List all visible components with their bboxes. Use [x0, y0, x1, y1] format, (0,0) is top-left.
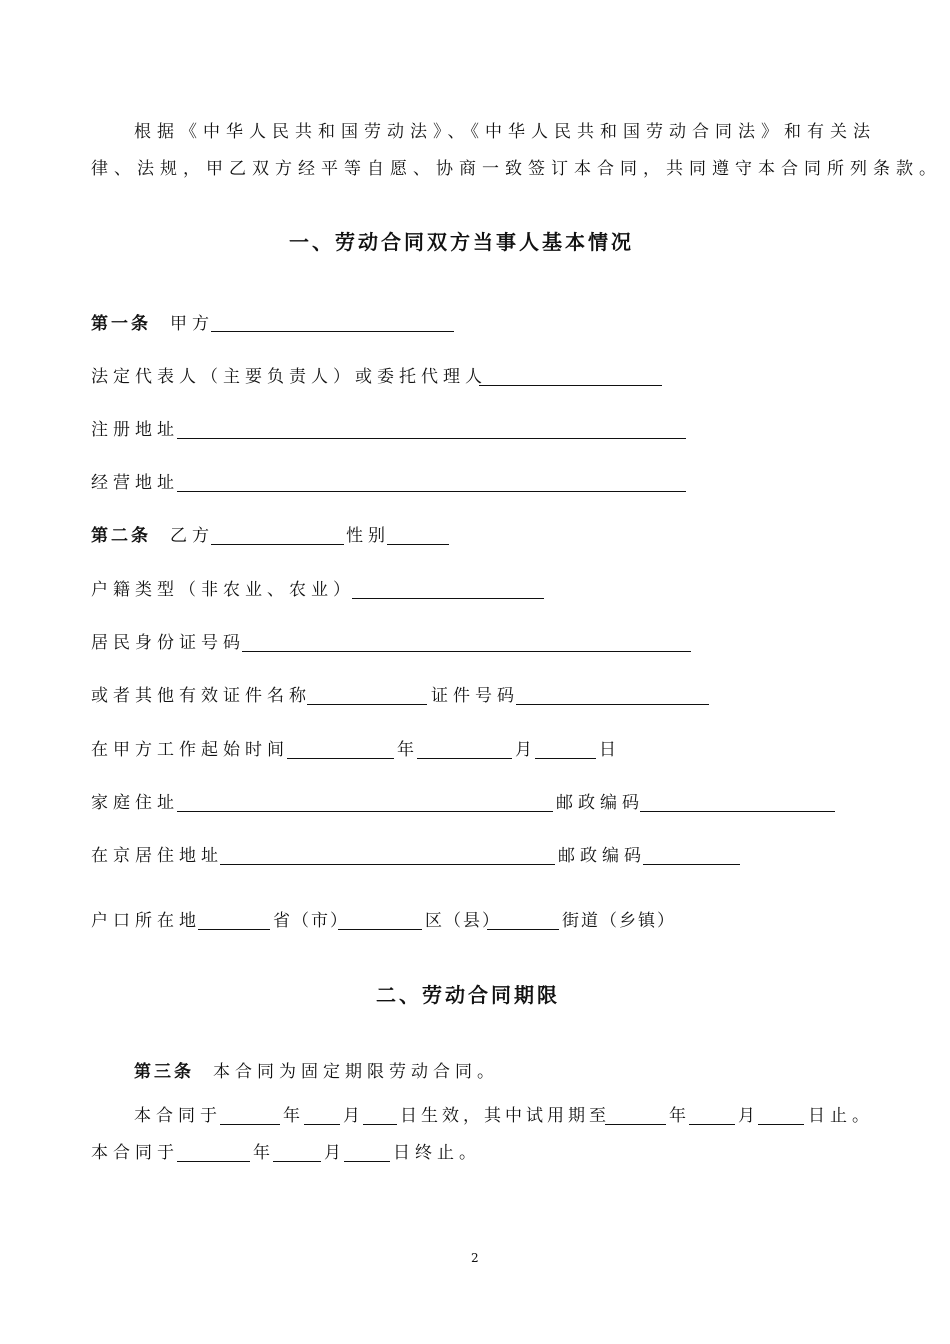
- other-id-name-label: 或者其他有效证件名称: [91, 686, 311, 706]
- effective-month-field[interactable]: [304, 1124, 340, 1125]
- party-a-field[interactable]: [211, 331, 454, 332]
- hukou-location-label: 户口所在地: [91, 911, 201, 931]
- hukou-type-field[interactable]: [352, 598, 544, 599]
- hukou-district-field[interactable]: [338, 929, 422, 930]
- effective-year-label: 年: [283, 1106, 305, 1126]
- start-year-label: 年: [397, 740, 419, 760]
- cert-number-field[interactable]: [516, 704, 709, 705]
- other-id-name-field[interactable]: [307, 704, 427, 705]
- home-address-field[interactable]: [177, 811, 553, 812]
- effective-prefix: 本合同于: [134, 1106, 222, 1126]
- start-month-field[interactable]: [417, 758, 512, 759]
- legal-rep-field[interactable]: [479, 385, 662, 386]
- street-label: 街道（乡镇）: [562, 911, 676, 931]
- id-number-field[interactable]: [242, 651, 691, 652]
- legal-rep-label: 法定代表人（主要负责人）或委托代理人: [91, 367, 487, 387]
- probation-year-label: 年: [669, 1106, 691, 1126]
- biz-address-field[interactable]: [177, 491, 686, 492]
- hukou-street-field[interactable]: [487, 929, 559, 930]
- article-1-label: 第一条: [91, 314, 151, 334]
- probation-end-text: 日止。: [808, 1106, 874, 1126]
- start-month-label: 月: [515, 740, 537, 760]
- term-day-field[interactable]: [344, 1161, 390, 1162]
- term-year-label: 年: [253, 1143, 275, 1163]
- beijing-postcode-field[interactable]: [643, 864, 740, 865]
- home-postcode-field[interactable]: [640, 811, 835, 812]
- effective-month-label: 月: [343, 1106, 365, 1126]
- intro-line-1: 根据《中华人民共和国劳动法》、《中华人民共和国劳动合同法》和有关法: [134, 122, 876, 142]
- article-3-label: 第三条: [134, 1062, 194, 1082]
- article-2-label: 第二条: [91, 526, 151, 546]
- probation-day-field[interactable]: [758, 1124, 804, 1125]
- home-postcode-label: 邮政编码: [556, 793, 644, 813]
- page-number: 2: [471, 1251, 479, 1265]
- effective-day-text: 日生效，其中试用期至: [400, 1106, 610, 1126]
- section-2-heading: 二、劳动合同期限: [376, 983, 560, 1007]
- hukou-province-field[interactable]: [198, 929, 270, 930]
- term-prefix: 本合同于: [91, 1143, 179, 1163]
- start-day-label: 日: [599, 740, 621, 760]
- party-b-field[interactable]: [211, 544, 344, 545]
- intro-line-2: 律、法规，甲乙双方经平等自愿、协商一致签订本合同，共同遵守本合同所列条款。: [91, 159, 942, 179]
- probation-year-field[interactable]: [605, 1124, 666, 1125]
- section-1-heading: 一、劳动合同双方当事人基本情况: [289, 230, 634, 254]
- term-month-label: 月: [324, 1143, 346, 1163]
- cert-number-label: 证件号码: [431, 686, 519, 706]
- effective-year-field[interactable]: [220, 1124, 280, 1125]
- beijing-address-label: 在京居住地址: [91, 846, 223, 866]
- beijing-address-field[interactable]: [220, 864, 555, 865]
- start-year-field[interactable]: [287, 758, 394, 759]
- party-a-label: 甲方: [170, 314, 214, 334]
- start-time-label: 在甲方工作起始时间: [91, 740, 289, 760]
- district-label: 区（县）: [425, 911, 501, 931]
- probation-month-label: 月: [738, 1106, 760, 1126]
- id-number-label: 居民身份证号码: [91, 633, 245, 653]
- reg-address-field[interactable]: [177, 438, 686, 439]
- effective-day-field[interactable]: [363, 1124, 397, 1125]
- term-end-text: 日终止。: [393, 1143, 481, 1163]
- term-year-field[interactable]: [177, 1161, 250, 1162]
- start-day-field[interactable]: [535, 758, 596, 759]
- article-3-text: 本合同为固定期限劳动合同。: [213, 1062, 499, 1082]
- hukou-type-label: 户籍类型（非农业、农业）: [91, 580, 355, 600]
- term-month-field[interactable]: [273, 1161, 321, 1162]
- home-address-label: 家庭住址: [91, 793, 179, 813]
- party-b-label: 乙方: [170, 526, 214, 546]
- gender-field[interactable]: [387, 544, 449, 545]
- province-label: 省（市）: [273, 911, 349, 931]
- probation-month-field[interactable]: [689, 1124, 735, 1125]
- biz-address-label: 经营地址: [91, 473, 179, 493]
- beijing-postcode-label: 邮政编码: [558, 846, 646, 866]
- gender-label: 性别: [346, 526, 390, 546]
- reg-address-label: 注册地址: [91, 420, 179, 440]
